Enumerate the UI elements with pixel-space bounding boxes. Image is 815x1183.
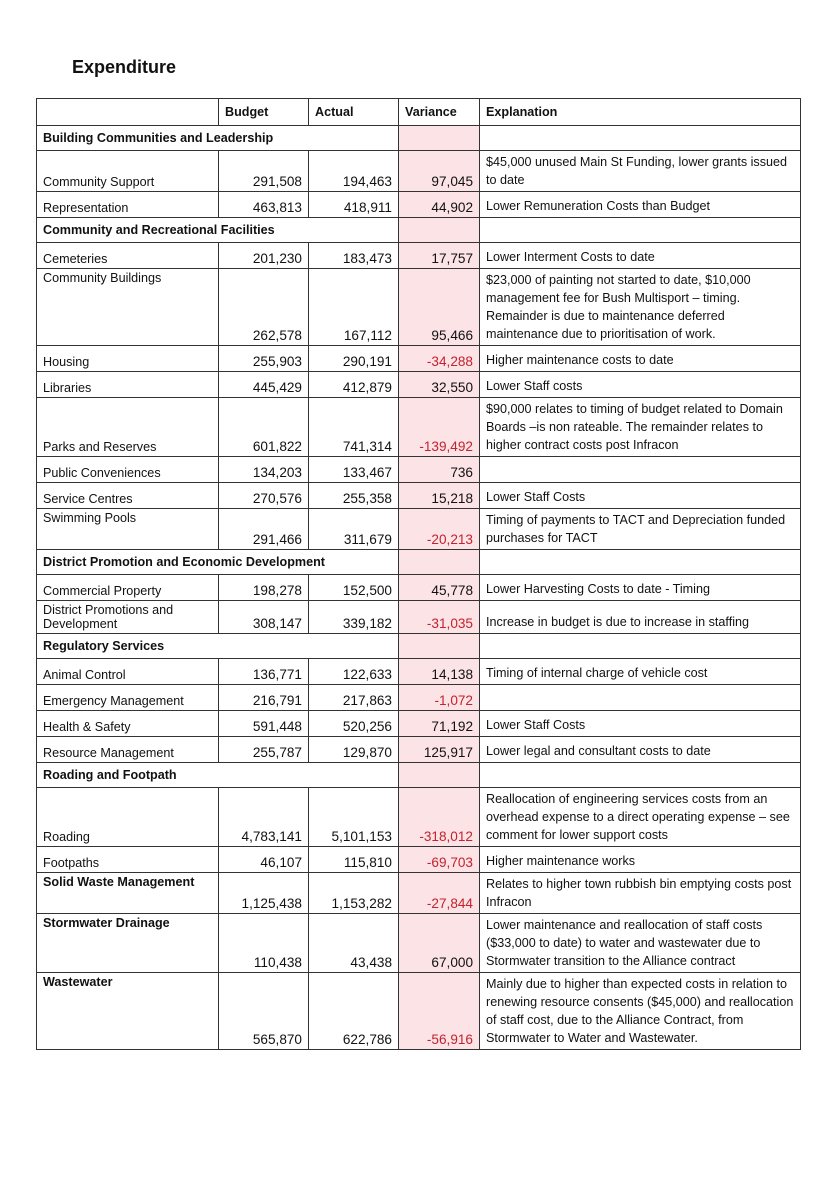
section-title: Building Communities and Leadership xyxy=(37,126,399,151)
budget-cell: 201,230 xyxy=(219,243,309,269)
table-row xyxy=(37,243,801,269)
row-name: Housing xyxy=(37,346,219,372)
variance-cell: -27,844 xyxy=(399,873,480,914)
actual-cell: 5,101,153 xyxy=(309,788,399,847)
table-row xyxy=(37,346,801,372)
col-header-explanation: Explanation xyxy=(480,99,801,126)
budget-cell: 255,787 xyxy=(219,737,309,763)
row-name: Parks and Reserves xyxy=(37,398,219,457)
actual-cell: 255,358 xyxy=(309,483,399,509)
explanation-cell: Lower Staff costs xyxy=(480,372,801,398)
variance-cell: -69,703 xyxy=(399,847,480,873)
table-row xyxy=(37,398,801,457)
table-row xyxy=(37,269,801,346)
budget-cell: 136,771 xyxy=(219,659,309,685)
table-row xyxy=(37,711,801,737)
row-name: Solid Waste Management xyxy=(37,873,219,914)
actual-cell: 1,153,282 xyxy=(309,873,399,914)
explanation-cell xyxy=(480,457,801,483)
table-row xyxy=(37,873,801,914)
section-explanation-cell xyxy=(480,126,801,151)
actual-cell: 290,191 xyxy=(309,346,399,372)
budget-cell: 46,107 xyxy=(219,847,309,873)
explanation-cell: $90,000 relates to timing of budget related to Domain Boards –is non rateable. The remainder relates to higher contract costs post Infracon xyxy=(480,398,801,457)
page-title: Expenditure xyxy=(72,57,177,77)
explanation-cell: Increase in budget is due to increase in staffing xyxy=(480,601,801,634)
budget-cell: 308,147 xyxy=(219,601,309,634)
table-row xyxy=(37,659,801,685)
explanation-cell: Lower Staff Costs xyxy=(480,483,801,509)
actual-cell: 115,810 xyxy=(309,847,399,873)
actual-cell: 311,679 xyxy=(309,509,399,550)
budget-cell: 291,466 xyxy=(219,509,309,550)
col-header-actual: Actual xyxy=(309,99,399,126)
col-header-variance: Variance xyxy=(399,99,480,126)
variance-cell: -56,916 xyxy=(399,973,480,1050)
table-row xyxy=(37,914,801,973)
variance-cell: -20,213 xyxy=(399,509,480,550)
budget-cell: 4,783,141 xyxy=(219,788,309,847)
actual-cell: 122,633 xyxy=(309,659,399,685)
row-name: Community Support xyxy=(37,151,219,192)
explanation-cell: Lower legal and consultant costs to date xyxy=(480,737,801,763)
explanation-cell: Lower Remuneration Costs than Budget xyxy=(480,192,801,218)
section-title: Community and Recreational Facilities xyxy=(37,218,399,243)
section-row xyxy=(37,550,801,575)
table-row xyxy=(37,737,801,763)
section-explanation-cell xyxy=(480,763,801,788)
row-name: Roading xyxy=(37,788,219,847)
explanation-cell xyxy=(480,685,801,711)
budget-cell: 110,438 xyxy=(219,914,309,973)
section-explanation-cell xyxy=(480,634,801,659)
variance-cell: 71,192 xyxy=(399,711,480,737)
section-variance-cell xyxy=(399,763,480,788)
explanation-cell: Lower maintenance and reallocation of staff costs ($33,000 to date) to water and wastewater due to Stormwater transition to the Alliance contract xyxy=(480,914,801,973)
explanation-cell: $23,000 of painting not started to date, $10,000 management fee for Bush Multisport – timing. Remainder is due to maintenance deferred maintenance due to prioritisation of work. xyxy=(480,269,801,346)
row-name: Commercial Property xyxy=(37,575,219,601)
budget-cell: 270,576 xyxy=(219,483,309,509)
row-name: Health & Safety xyxy=(37,711,219,737)
section-explanation-cell xyxy=(480,550,801,575)
variance-cell: 44,902 xyxy=(399,192,480,218)
table-header-row xyxy=(37,99,801,126)
section-row xyxy=(37,126,801,151)
row-name: Libraries xyxy=(37,372,219,398)
variance-cell: 17,757 xyxy=(399,243,480,269)
variance-cell: 125,917 xyxy=(399,737,480,763)
explanation-cell: Mainly due to higher than expected costs in relation to renewing resource consents ($45,000) and reallocation of staff cost, due to the Alliance Contract, from Stormwater to Water and Wastewater. xyxy=(480,973,801,1050)
explanation-cell: Lower Staff Costs xyxy=(480,711,801,737)
variance-cell: -31,035 xyxy=(399,601,480,634)
row-name: Swimming Pools xyxy=(37,509,219,550)
actual-cell: 129,870 xyxy=(309,737,399,763)
budget-cell: 198,278 xyxy=(219,575,309,601)
table-row xyxy=(37,601,801,634)
budget-cell: 445,429 xyxy=(219,372,309,398)
actual-cell: 43,438 xyxy=(309,914,399,973)
section-variance-cell xyxy=(399,218,480,243)
actual-cell: 418,911 xyxy=(309,192,399,218)
actual-cell: 741,314 xyxy=(309,398,399,457)
table-row xyxy=(37,685,801,711)
table-row xyxy=(37,509,801,550)
actual-cell: 339,182 xyxy=(309,601,399,634)
row-name: Service Centres xyxy=(37,483,219,509)
explanation-cell: Timing of internal charge of vehicle cost xyxy=(480,659,801,685)
variance-cell: 45,778 xyxy=(399,575,480,601)
variance-cell: 67,000 xyxy=(399,914,480,973)
table-row xyxy=(37,575,801,601)
budget-cell: 134,203 xyxy=(219,457,309,483)
explanation-cell: Higher maintenance works xyxy=(480,847,801,873)
budget-cell: 291,508 xyxy=(219,151,309,192)
variance-cell: 95,466 xyxy=(399,269,480,346)
row-name: Representation xyxy=(37,192,219,218)
section-row xyxy=(37,218,801,243)
table-row xyxy=(37,483,801,509)
table-row xyxy=(37,372,801,398)
explanation-cell: Higher maintenance costs to date xyxy=(480,346,801,372)
section-title: Roading and Footpath xyxy=(37,763,399,788)
row-name: Resource Management xyxy=(37,737,219,763)
row-name: Footpaths xyxy=(37,847,219,873)
row-name: Wastewater xyxy=(37,973,219,1050)
section-row xyxy=(37,763,801,788)
row-name: Community Buildings xyxy=(37,269,219,346)
variance-cell: 97,045 xyxy=(399,151,480,192)
budget-cell: 565,870 xyxy=(219,973,309,1050)
budget-cell: 255,903 xyxy=(219,346,309,372)
section-variance-cell xyxy=(399,550,480,575)
section-title: District Promotion and Economic Development xyxy=(37,550,399,575)
actual-cell: 133,467 xyxy=(309,457,399,483)
col-header-item xyxy=(37,99,219,126)
table-row xyxy=(37,847,801,873)
actual-cell: 194,463 xyxy=(309,151,399,192)
variance-cell: -318,012 xyxy=(399,788,480,847)
explanation-cell: Reallocation of engineering services costs from an overhead expense to a direct operating expense – see comment for lower support costs xyxy=(480,788,801,847)
row-name: District Promotions and Development xyxy=(37,601,219,634)
table-row xyxy=(37,192,801,218)
explanation-cell: Relates to higher town rubbish bin emptying costs post Infracon xyxy=(480,873,801,914)
actual-cell: 167,112 xyxy=(309,269,399,346)
actual-cell: 412,879 xyxy=(309,372,399,398)
budget-cell: 216,791 xyxy=(219,685,309,711)
row-name: Public Conveniences xyxy=(37,457,219,483)
table-row xyxy=(37,151,801,192)
col-header-budget: Budget xyxy=(219,99,309,126)
variance-cell: -1,072 xyxy=(399,685,480,711)
row-name: Emergency Management xyxy=(37,685,219,711)
actual-cell: 152,500 xyxy=(309,575,399,601)
row-name: Stormwater Drainage xyxy=(37,914,219,973)
budget-cell: 1,125,438 xyxy=(219,873,309,914)
actual-cell: 520,256 xyxy=(309,711,399,737)
variance-cell: -34,288 xyxy=(399,346,480,372)
variance-cell: -139,492 xyxy=(399,398,480,457)
section-variance-cell xyxy=(399,126,480,151)
actual-cell: 622,786 xyxy=(309,973,399,1050)
variance-cell: 14,138 xyxy=(399,659,480,685)
section-row xyxy=(37,634,801,659)
variance-cell: 15,218 xyxy=(399,483,480,509)
expenditure-table xyxy=(36,98,801,1050)
budget-cell: 463,813 xyxy=(219,192,309,218)
section-title: Regulatory Services xyxy=(37,634,399,659)
budget-cell: 591,448 xyxy=(219,711,309,737)
row-name: Cemeteries xyxy=(37,243,219,269)
variance-cell: 736 xyxy=(399,457,480,483)
budget-cell: 262,578 xyxy=(219,269,309,346)
budget-cell: 601,822 xyxy=(219,398,309,457)
explanation-cell: Timing of payments to TACT and Depreciation funded purchases for TACT xyxy=(480,509,801,550)
actual-cell: 217,863 xyxy=(309,685,399,711)
section-variance-cell xyxy=(399,634,480,659)
actual-cell: 183,473 xyxy=(309,243,399,269)
explanation-cell: Lower Interment Costs to date xyxy=(480,243,801,269)
explanation-cell: Lower Harvesting Costs to date - Timing xyxy=(480,575,801,601)
table-row xyxy=(37,788,801,847)
variance-cell: 32,550 xyxy=(399,372,480,398)
table-row xyxy=(37,457,801,483)
explanation-cell: $45,000 unused Main St Funding, lower grants issued to date xyxy=(480,151,801,192)
section-explanation-cell xyxy=(480,218,801,243)
table-row xyxy=(37,973,801,1050)
row-name: Animal Control xyxy=(37,659,219,685)
